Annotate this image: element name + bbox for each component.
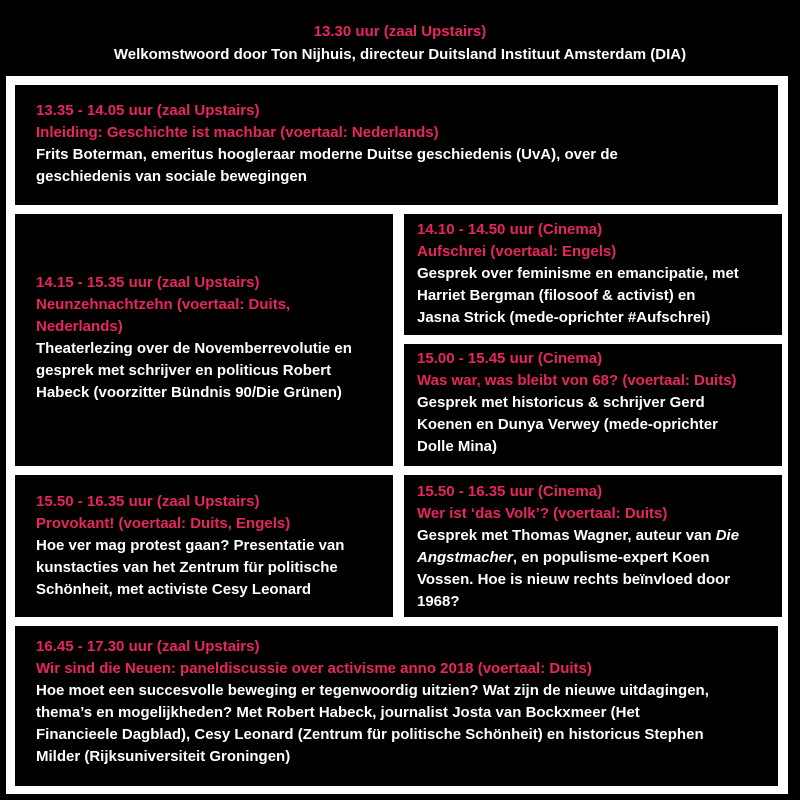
session-title: Provokant! (voertaal: Duits, Engels) xyxy=(36,515,291,532)
session-time: 15.00 - 15.45 uur (Cinema) xyxy=(417,350,603,367)
session-title: Nederlands) xyxy=(36,318,123,335)
session-intro xyxy=(15,85,778,205)
session-title: Aufschrei (voertaal: Engels) xyxy=(417,243,617,260)
welcome-header xyxy=(0,20,800,66)
session-desc: Hoe moet een succesvolle beweging er tegenwoordig uitzien? Wat zijn de nieuwe uitdagingen, xyxy=(36,682,709,699)
session-time: 16.45 - 17.30 uur (zaal Upstairs) xyxy=(36,638,260,655)
session-desc: Gesprek over feminisme en emancipatie, met xyxy=(417,265,739,282)
session-desc: geschiedenis van sociale bewegingen xyxy=(36,168,307,185)
session-desc: kunstacties van het Zentrum für politische xyxy=(36,559,338,576)
session-desc: Habeck (voorzitter Bündnis 90/Die Grünen) xyxy=(36,384,342,401)
session-was-war xyxy=(404,344,782,466)
session-desc xyxy=(417,547,782,569)
session-desc: Vossen. Hoe is nieuw rechts beïnvloed door xyxy=(417,571,731,588)
session-desc-text: Gesprek met Thomas Wagner, auteur van xyxy=(417,527,716,544)
session-desc: Dolle Mina) xyxy=(417,438,498,455)
session-desc: Hoe ver mag protest gaan? Presentatie van xyxy=(36,537,345,554)
session-time: 14.10 - 14.50 uur (Cinema) xyxy=(417,221,603,238)
session-desc xyxy=(417,525,782,547)
session-title: Was war, was bleibt von 68? (voertaal: Duits) xyxy=(417,372,737,389)
session-provokant xyxy=(15,475,393,617)
session-desc: Jasna Strick (mede-oprichter #Aufschrei) xyxy=(417,309,711,326)
welcome-title: Welkomstwoord door Ton Nijhuis, directeur Duitsland Instituut Amsterdam (DIA) xyxy=(113,46,687,63)
session-desc: gesprek met schrijver en politicus Robert xyxy=(36,362,332,379)
session-title: Inleiding: Geschichte ist machbar (voertaal: Nederlands) xyxy=(36,124,439,141)
session-desc: Financieele Dagblad), Cesy Leonard (Zentrum für politische Schönheit) en historicus Stephen xyxy=(36,726,704,743)
session-desc: thema’s en mogelijkheden? Met Robert Habeck, journalist Josta van Bockxmeer (Het xyxy=(36,704,640,721)
session-wer-ist-das-volk xyxy=(404,475,782,617)
session-title: Wir sind die Neuen: paneldiscussie over activisme anno 2018 (voertaal: Duits) xyxy=(36,660,592,677)
session-time: 13.35 - 14.05 uur (zaal Upstairs) xyxy=(36,102,260,119)
session-desc: Theaterlezing over de Novemberrevolutie en xyxy=(36,340,352,357)
book-title: Angstmacher xyxy=(417,549,513,566)
book-title: Die xyxy=(715,527,740,544)
session-desc: Koenen en Dunya Verwey (mede-oprichter xyxy=(417,416,718,433)
session-neunzehnachtzehn xyxy=(15,214,393,466)
session-desc: Gesprek met historicus & schrijver Gerd xyxy=(417,394,705,411)
welcome-time: 13.30 uur (zaal Upstairs) xyxy=(313,23,487,40)
session-time: 15.50 - 16.35 uur (Cinema) xyxy=(417,483,603,500)
session-aufschrei xyxy=(404,214,782,335)
session-desc: Schönheit, met activiste Cesy Leonard xyxy=(36,581,312,598)
session-title: Neunzehnachtzehn (voertaal: Duits, xyxy=(36,296,291,313)
session-desc: 1968? xyxy=(417,593,460,610)
session-title: Wer ist ‘das Volk’? (voertaal: Duits) xyxy=(417,505,668,522)
session-desc: Harriet Bergman (filosoof & activist) en xyxy=(417,287,696,304)
session-time: 15.50 - 16.35 uur (zaal Upstairs) xyxy=(36,493,260,510)
session-wir-sind-die-neuen xyxy=(15,626,778,786)
session-desc: Milder (Rijksuniversiteit Groningen) xyxy=(36,748,291,765)
session-desc: Frits Boterman, emeritus hoogleraar moderne Duitse geschiedenis (UvA), over de xyxy=(36,146,618,163)
session-desc-text: , en populisme-expert Koen xyxy=(512,549,710,566)
session-time: 14.15 - 15.35 uur (zaal Upstairs) xyxy=(36,274,260,291)
